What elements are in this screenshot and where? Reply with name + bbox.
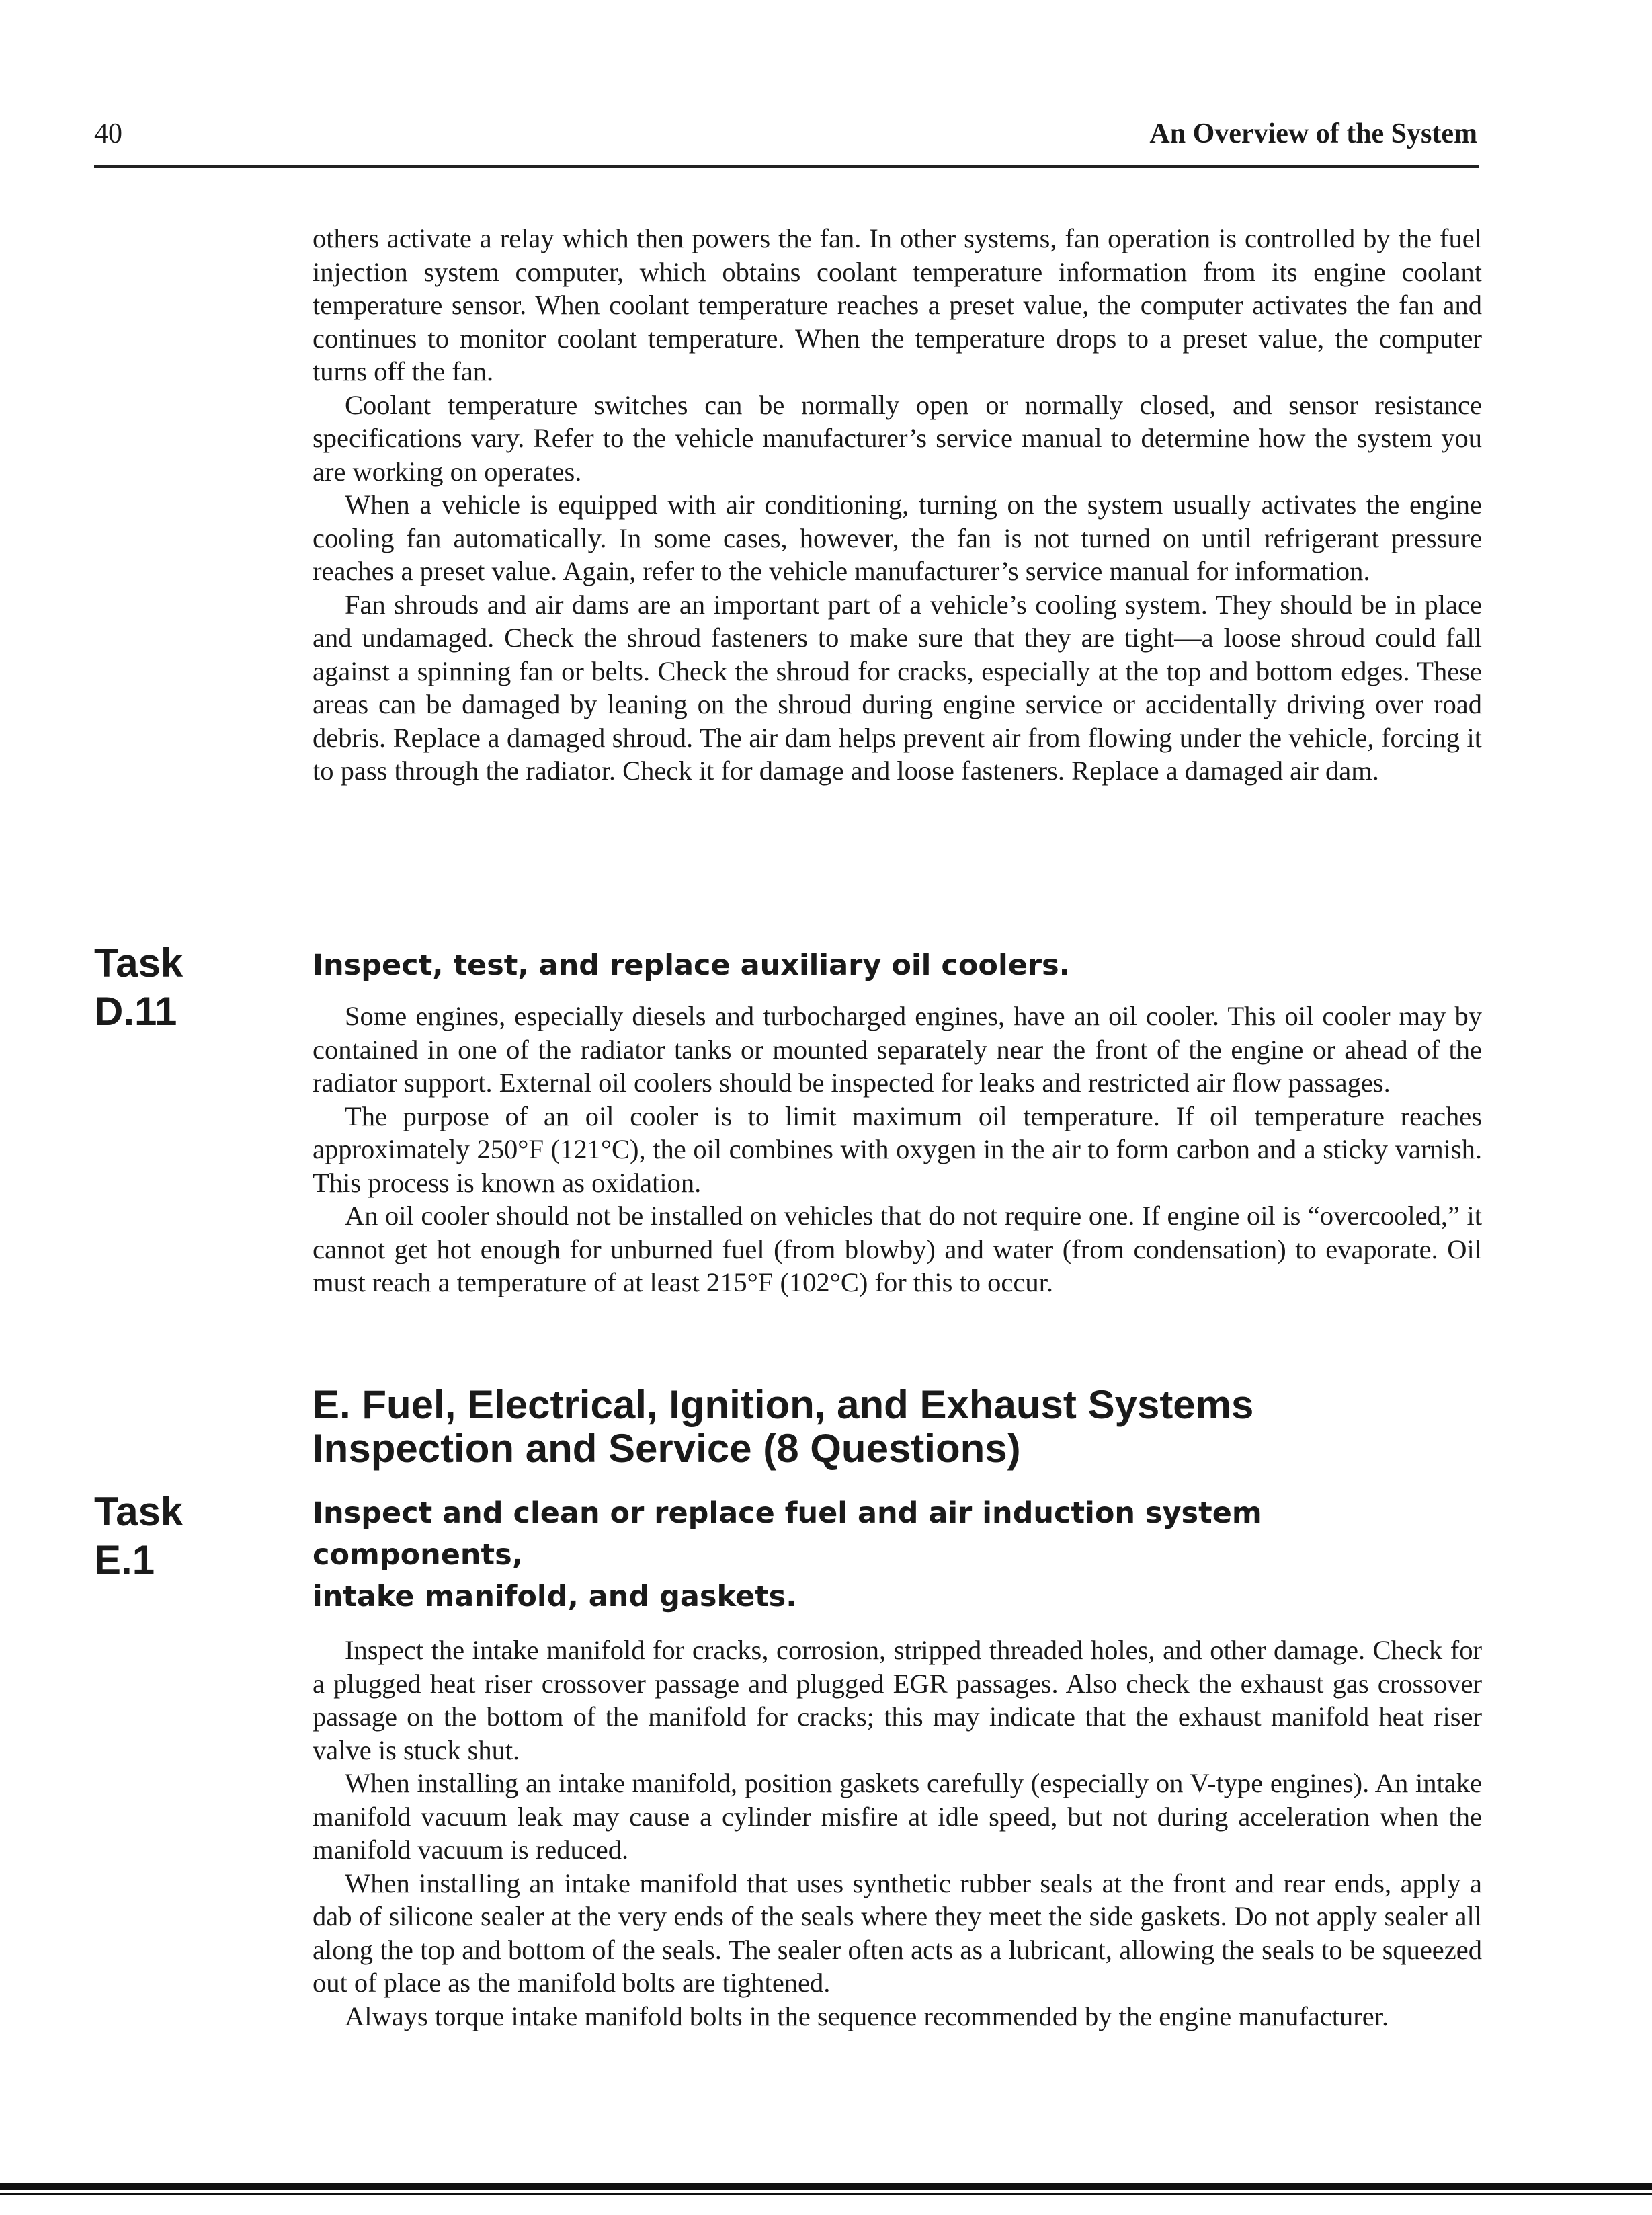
- intro-text-block: [313, 222, 1482, 788]
- footer-rule: [0, 2183, 1652, 2190]
- task-label-d11: [94, 939, 183, 1036]
- paragraph: Some engines, especially diesels and turbocharged engines, have an oil cooler. This oil cooler may by contained in one of the radiator tanks or mounted separately near the front of the engine or ahead of the radiator support. External oil coolers should be inspected for leaks and restricted air flow passages.: [313, 1001, 1482, 1098]
- paragraph: Always torque intake manifold bolts in the sequence recommended by the engine manufacturer.: [345, 2001, 1389, 2031]
- footer-rule-thin: [0, 2193, 1652, 2195]
- task-d11-block: [313, 944, 1482, 1299]
- task-label-line1: Task: [94, 1489, 183, 1534]
- paragraph: When installing an intake manifold, position gaskets carefully (especially on V-type engines). An intake manifold vacuum leak may cause a cylinder misfire at idle speed, but not during acceleration when the manifold vacuum is reduced.: [313, 1768, 1482, 1865]
- task-label-line2: E.1: [94, 1537, 155, 1582]
- paragraph: Inspect the intake manifold for cracks, corrosion, stripped threaded holes, and other damage. Check for a plugged heat riser crossover passage and plugged EGR passages. Also check the exhaust gas crossover passage on the bottom of the manifold for cracks; this may indicate that the exhaust manifold heat riser valve is stuck shut.: [313, 1635, 1482, 1765]
- task-e1-block: [313, 1492, 1482, 2033]
- task-label-line1: Task: [94, 940, 183, 985]
- task-heading-line1: Inspect and clean or replace fuel and air induction system components,: [313, 1496, 1262, 1572]
- section-e-block: [313, 1383, 1482, 1470]
- section-heading-line2: Inspection and Service (8 Questions): [313, 1426, 1021, 1471]
- paragraph: The purpose of an oil cooler is to limit maximum oil temperature. If oil temperature reaches approximately 250°F (121°C), the oil combines with oxygen in the air to form carbon and a sticky varnish. This process is known as oxidation.: [313, 1100, 1482, 1198]
- paragraph: others activate a relay which then powers the fan. In other systems, fan operation is controlled by the fuel injection system computer, which obtains coolant temperature information from its engine coolant temperature sensor. When coolant temperature reaches a preset value, the computer activates the fan and continues to monitor coolant temperature. When the temperature drops to a preset value, the computer turns off the fan.: [313, 223, 1482, 387]
- header-rule: [94, 165, 1479, 168]
- section-heading: [313, 1383, 1482, 1470]
- task-label-e1: [94, 1488, 183, 1584]
- task-heading: Inspect, test, and replace auxiliary oil coolers.: [313, 949, 1070, 982]
- running-head: An Overview of the System: [1149, 118, 1477, 149]
- section-heading-line1: E. Fuel, Electrical, Ignition, and Exhaust Systems: [313, 1382, 1254, 1427]
- paragraph: When installing an intake manifold that uses synthetic rubber seals at the front and rear ends, apply a dab of silicone sealer at the very ends of the seals where they meet the side gaskets. Do not apply sealer all along the top and bottom of the seals. The sealer often acts as a lubricant, allowing the seals to be squeezed out of place as the manifold bolts are tightened.: [313, 1867, 1482, 1998]
- page-number: 40: [94, 118, 122, 149]
- paragraph: Fan shrouds and air dams are an important part of a vehicle’s cooling system. They should be in place and undamaged. Check the shroud fasteners to make sure that they are tight—a loose shroud could fall against a spinning fan or belts. Check the shroud for cracks, especially at the top and bottom edges. These areas can be damaged by leaning on the shroud during engine service or accidentally driving over road debris. Replace a damaged shroud. The air dam helps prevent air from flowing under the vehicle, forcing it to pass through the radiator. Check it for damage and loose fasteners. Replace a damaged air dam.: [313, 589, 1482, 786]
- task-heading-line2: intake manifold, and gaskets.: [313, 1580, 797, 1613]
- task-heading: [313, 1492, 1482, 1617]
- paragraph: Coolant temperature switches can be normally open or normally closed, and sensor resistance specifications vary. Refer to the vehicle manufacturer’s service manual to determine how the system you are working on operates.: [313, 389, 1482, 487]
- paragraph: When a vehicle is equipped with air conditioning, turning on the system usually activates the engine cooling fan automatically. In some cases, however, the fan is not turned on until refrigerant pressure reaches a preset value. Again, refer to the vehicle manufacturer’s service manual for information.: [313, 489, 1482, 586]
- task-label-line2: D.11: [94, 989, 177, 1034]
- paragraph: An oil cooler should not be installed on vehicles that do not require one. If engine oil is “overcooled,” it cannot get hot enough for unburned fuel (from blowby) and water (from condensation) to evaporate. Oil must reach a temperature of at least 215°F (102°C) for this to occur.: [313, 1201, 1482, 1297]
